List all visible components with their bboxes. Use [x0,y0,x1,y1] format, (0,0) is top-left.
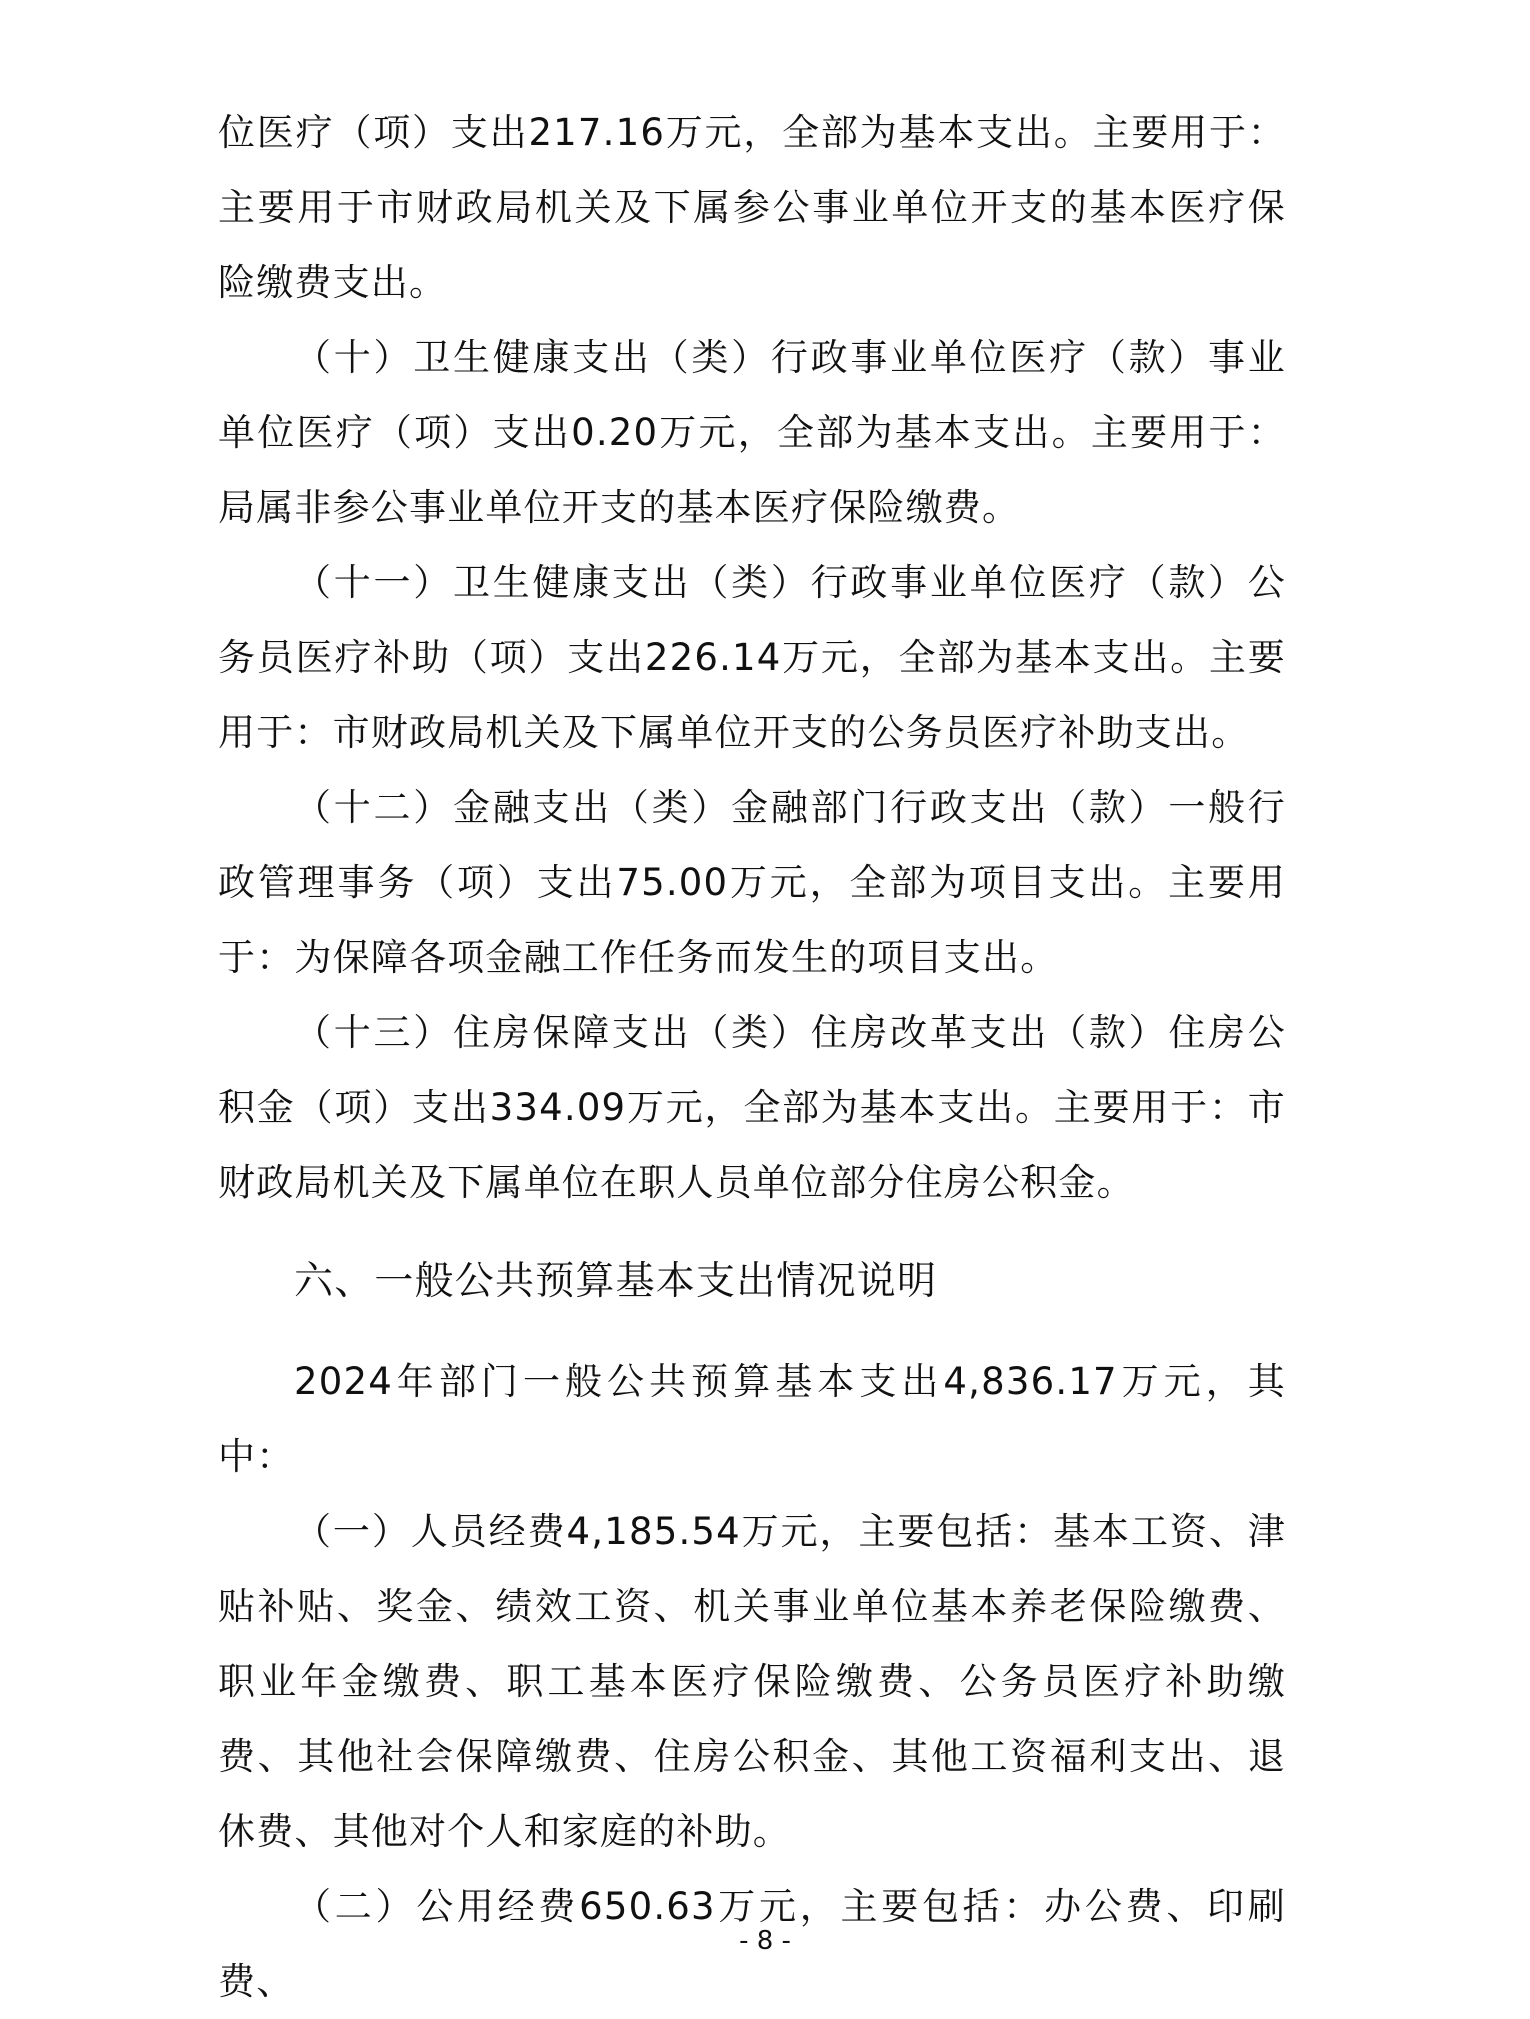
paragraph-public-expenses: （二）公用经费650.63万元，主要包括：办公费、印刷费、 [218,1885,1286,2003]
paragraph-item-12: （十二）金融支出（类）金融部门行政支出（款）一般行政管理事务（项）支出75.00万元，全部为项目支出。主要用于：为保障各项金融工作任务而发生的项目支出。 [218,786,1286,979]
page-number: - 8 - [739,1926,791,1956]
paragraph-medical-continued: 位医疗（项）支出217.16万元，全部为基本支出。主要用于：主要用于市财政局机关及下属参公事业单位开支的基本医疗保险缴费支出。 [218,111,1286,304]
paragraph-item-11: （十一）卫生健康支出（类）行政事业单位医疗（款）公务员医疗补助（项）支出226.14万元，全部为基本支出。主要用于：市财政局机关及下属单位开支的公务员医疗补助支出。 [218,561,1286,754]
paragraph-item-10: （十）卫生健康支出（类）行政事业单位医疗（款）事业单位医疗（项）支出0.20万元，全部为基本支出。主要用于：局属非参公事业单位开支的基本医疗保险缴费。 [218,336,1286,529]
paragraph-section-intro: 2024年部门一般公共预算基本支出4,836.17万元，其中： [218,1360,1286,1478]
paragraph-item-13: （十三）住房保障支出（类）住房改革支出（款）住房公积金（项）支出334.09万元，全部为基本支出。主要用于：市财政局机关及下属单位在职人员单位部分住房公积金。 [218,1011,1286,1204]
paragraph-personnel-expenses: （一）人员经费4,185.54万元，主要包括：基本工资、津贴补贴、奖金、绩效工资、机关事业单位基本养老保险缴费、职业年金缴费、职工基本医疗保险缴费、公务员医疗补助缴费、其他社会保障缴费、住房公积金、其他工资福利支出、退休费、其他对个人和家庭的补助。 [218,1510,1286,1853]
section-heading: 六、一般公共预算基本支出情况说明 [294,1259,938,1304]
document-body [218,95,1286,2019]
